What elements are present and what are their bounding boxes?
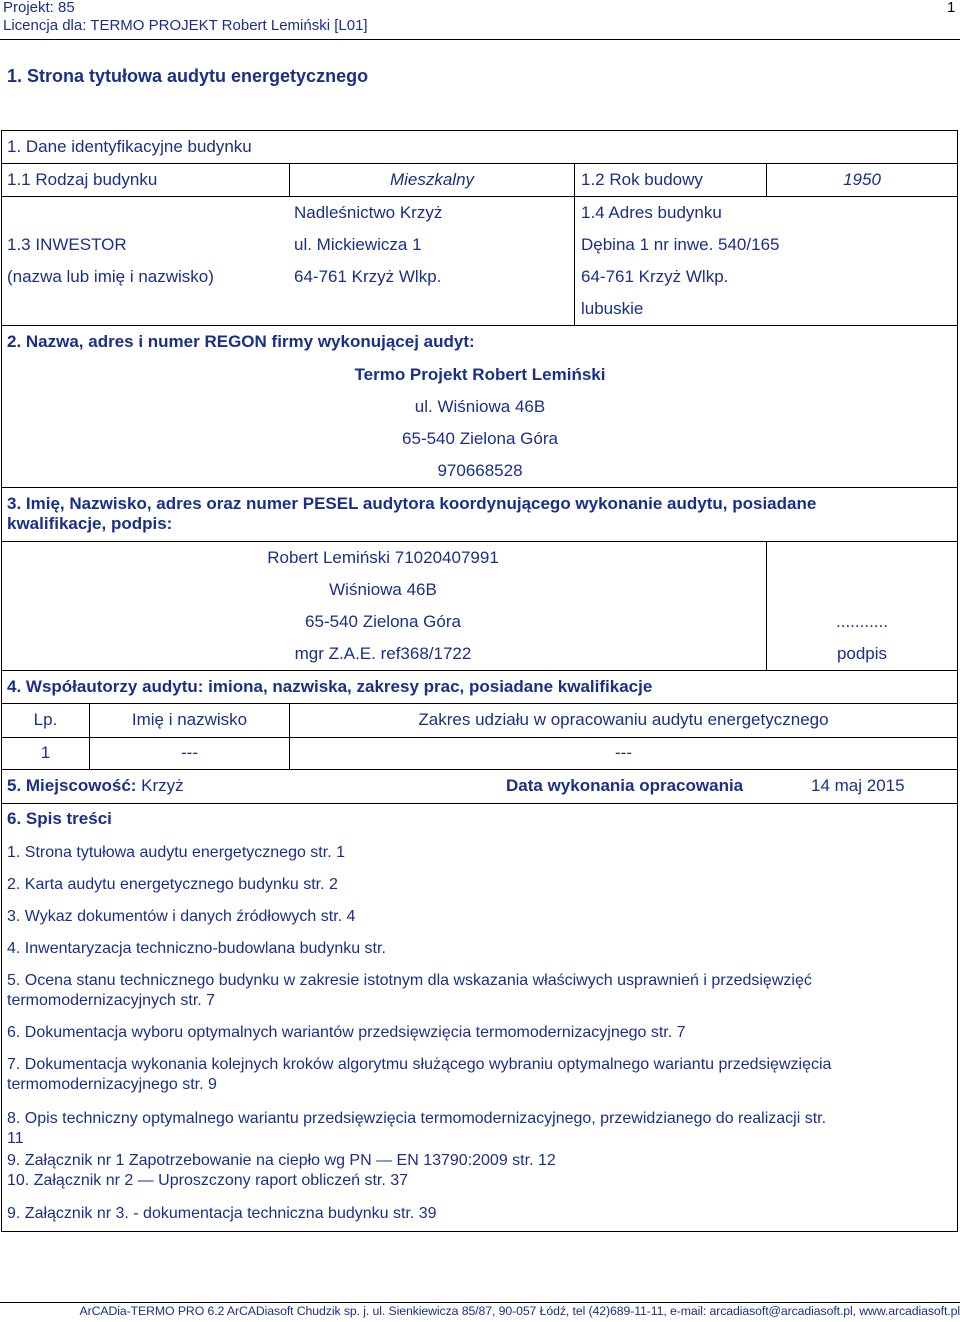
coauthor-lp: 1 — [40, 743, 51, 762]
company-regon: 970668528 — [437, 461, 523, 480]
list-item: 11 — [7, 1130, 24, 1147]
list-item: 4. Inwentaryzacja techniczno-budowlana budynku str. — [7, 940, 386, 957]
building-type-value: Mieszkalny — [389, 170, 475, 189]
build-year-label: 1.2 Rok budowy — [581, 170, 703, 189]
address-street: Dębina 1 nr inwe. 540/165 — [581, 235, 780, 254]
building-type-label: 1.1 Rodzaj budynku — [7, 170, 158, 189]
list-item: 3. Wykaz dokumentów i danych źródłowych str. 4 — [7, 908, 356, 925]
section3-heading-line2: kwalifikacje, podpis: — [7, 514, 173, 533]
auditor-city: 65-540 Zielona Góra — [305, 612, 461, 631]
footer-text: ArCADia-TERMO PRO 6.2 ArCADiasoft Chudzik sp. j. ul. Sienkiewicza 85/87, 90-057 Łódź, tel (42)689-11-11, e-mail: arcadiasoft@arcadiasoft.pl, www.arcadiasoft.pl — [79, 1304, 960, 1318]
list-item: termomodernizacyjnych str. 7 — [7, 992, 216, 1009]
address-city: 64-761 Krzyż Wlkp. — [581, 267, 729, 286]
signature-label: podpis — [836, 644, 888, 663]
toc-heading: 6. Spis treści — [7, 809, 112, 828]
coauthor-scope: --- — [615, 743, 632, 762]
list-item: 10. Załącznik nr 2 — Uproszczony raport obliczeń str. 37 — [7, 1172, 409, 1189]
company-city: 65-540 Zielona Góra — [402, 429, 558, 448]
auditor-qualification: mgr Z.A.E. ref368/1722 — [294, 644, 472, 663]
coauthors-col-scope: Zakres udziału w opracowaniu audytu energetycznego — [418, 710, 829, 729]
list-item: 6. Dokumentacja wyboru optymalnych wariantów przedsięwzięcia termomodernizacyjnego str. 7 — [7, 1024, 686, 1041]
project-number: Projekt: 85 — [3, 0, 75, 16]
list-item: 9. Załącznik nr 3. - dokumentacja techniczna budynku str. 39 — [7, 1205, 437, 1222]
list-item: 5. Ocena stanu technicznego budynku w zakresie istotnym dla wskazania właściwych usprawnień i przedsięwzięć — [7, 972, 812, 989]
license-text: Licencja dla: TERMO PROJEKT Robert Lemiński [L01] — [3, 17, 368, 34]
date-label: Data wykonania opracowania — [506, 776, 744, 795]
section3-heading-line1: 3. Imię, Nazwisko, adres oraz numer PESEL audytora koordynującego wykonanie audytu, posiadane — [7, 494, 817, 513]
section1-heading: 1. Dane identyfikacyjne budynku — [7, 137, 252, 156]
address-region: lubuskie — [581, 299, 644, 318]
date-value: 14 maj 2015 — [811, 776, 905, 795]
section4-heading: 4. Współautorzy audytu: imiona, nazwiska, zakresy prac, posiadane kwalifikacje — [7, 677, 653, 696]
place-label: 5. Miejscowość: — [7, 776, 137, 795]
auditor-street: Wiśniowa 46B — [329, 580, 437, 599]
investor-label: 1.3 INWESTOR — [7, 235, 127, 254]
list-item: 9. Załącznik nr 1 Zapotrzebowanie na ciepło wg PN — EN 13790:2009 str. 12 — [7, 1152, 556, 1169]
footer-rule — [0, 1302, 960, 1303]
coauthors-col-lp: Lp. — [33, 710, 58, 729]
investor-street: ul. Mickiewicza 1 — [294, 235, 422, 254]
section2-heading: 2. Nazwa, adres i numer REGON firmy wykonującej audyt: — [7, 332, 475, 351]
investor-name: Nadleśnictwo Krzyż — [294, 203, 443, 222]
investor-sublabel: (nazwa lub imię i nazwisko) — [7, 267, 214, 286]
list-item: termomodernizacyjnego str. 9 — [7, 1076, 217, 1093]
investor-city: 64-761 Krzyż Wlkp. — [294, 267, 442, 286]
coauthors-col-name: Imię i nazwisko — [131, 710, 248, 729]
list-item: 1. Strona tytułowa audytu energetycznego str. 1 — [7, 844, 345, 861]
page-number: 1 — [947, 0, 956, 16]
place-row — [7, 776, 184, 796]
auditor-name-pesel: Robert Lemiński 71020407991 — [267, 548, 499, 567]
place-value: Krzyż — [141, 776, 184, 795]
company-street: ul. Wiśniowa 46B — [414, 397, 546, 416]
signature-dots: ........... — [836, 612, 888, 631]
list-item: 2. Karta audytu energetycznego budynku str. 2 — [7, 876, 338, 893]
coauthor-name: --- — [181, 743, 198, 762]
header-rule — [0, 39, 960, 40]
page-title: 1. Strona tytułowa audytu energetycznego — [7, 66, 369, 86]
build-year-value: 1950 — [843, 170, 881, 189]
company-name: Termo Projekt Robert Lemiński — [354, 365, 606, 384]
list-item: 7. Dokumentacja wykonania kolejnych kroków algorytmu służącego wybraniu optymalnego wariantu przedsięwzięcia — [7, 1056, 832, 1073]
list-item: 8. Opis techniczny optymalnego wariantu przedsięwzięcia termomodernizacyjnego, przewidzianego do realizacji str. — [7, 1110, 827, 1127]
address-label: 1.4 Adres budynku — [581, 203, 722, 222]
